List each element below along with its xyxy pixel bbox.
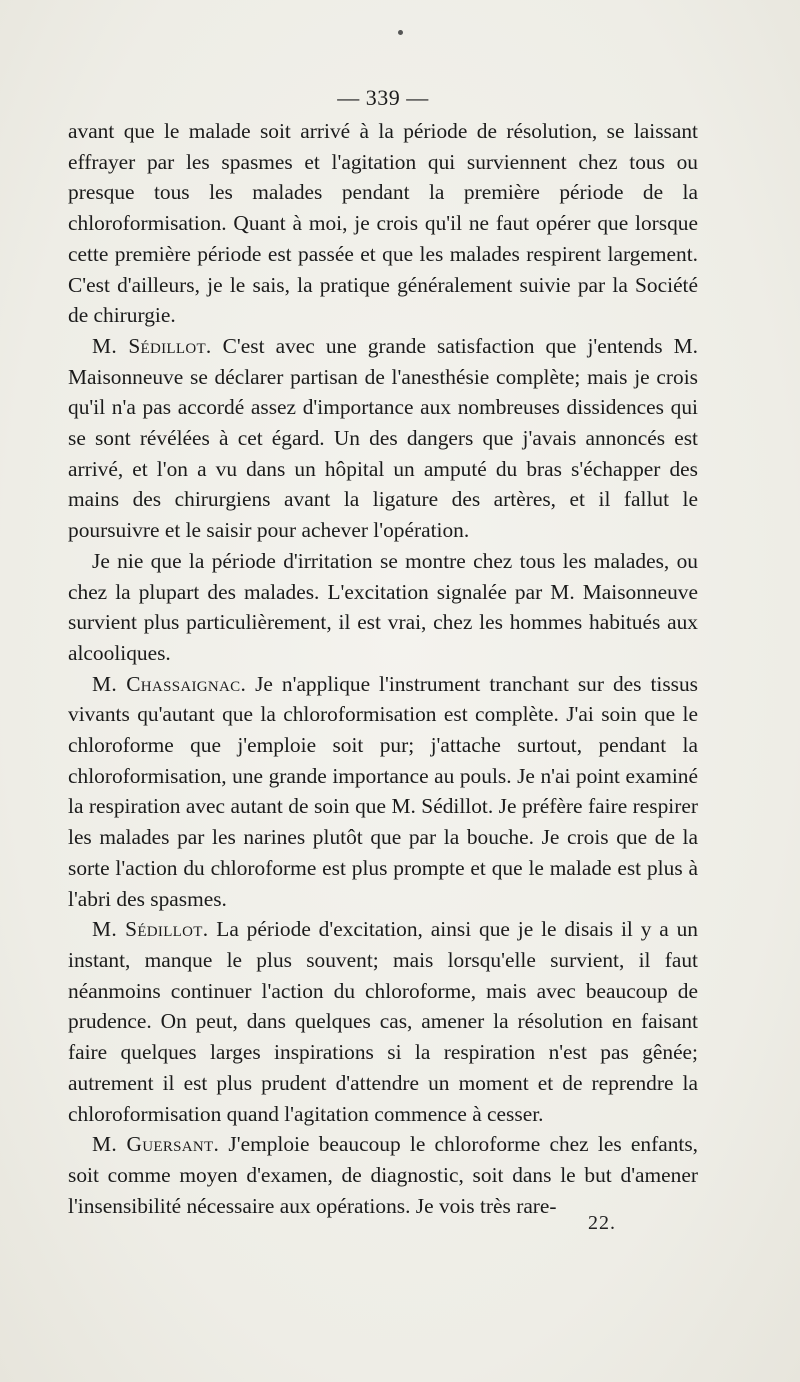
- speech-text: La période d'excitation, ainsi que je le disais il y a un instant, manque le plus souvent; mais lorsqu'elle survient, il faut néanmoins continuer l'action du chloroforme, mais avec beaucoup de prudence. On peut, dans quelques cas, amener la résolution en faisant faire quelques larges inspirations si la respiration n'est pas gênée; autrement il est plus prudent d'attendre un moment et de reprendre la chloroformisation quand l'agitation commence à cesser.: [68, 917, 698, 1126]
- paragraph-continuation: avant que le malade soit arrivé à la période de résolution, se laissant effrayer par les spasmes et l'agitation qui surviennent chez tous ou presque tous les malades pendant la première période de la chloroformisation. Quant à moi, je crois qu'il ne faut opérer que lorsque cette première période est passée et que les malades respirent largement. C'est d'ailleurs, je le sais, la pratique généralement suivie par la Société de chirurgie.: [68, 119, 698, 328]
- page-number-header: — 339 —: [337, 85, 429, 110]
- paragraph-sedillot-1: [68, 331, 698, 546]
- speaker-name: M. Guersant.: [92, 1132, 220, 1157]
- paragraph-sedillot-3: [68, 914, 698, 1129]
- ink-speck: [398, 30, 403, 35]
- speaker-name: M. Sédillot.: [92, 333, 212, 358]
- page-text: [68, 80, 698, 1221]
- speech-text: Je n'applique l'instrument tranchant sur des tissus vivants qu'autant que la chloroformisation est complète. J'ai soin que le chloroforme que j'emploie soit pur; j'attache surtout, pendant la chloroformisation, une grande importance au pouls. Je n'ai point examiné la respiration avec autant de soin que M. Sédillot. Je préfère faire respirer les malades par les narines plutôt que par la bouche. Je crois que de la sorte l'action du chloroforme est plus prompte et que le malade est plus à l'abri des spasmes.: [68, 671, 698, 911]
- speaker-name: M. Chassaignac.: [92, 671, 247, 696]
- speech-text: J'emploie beaucoup le chloroforme chez les enfants, soit comme moyen d'examen, de diagnostic, soit dans le but d'amener l'insensibilité nécessaire aux opérations. Je vois très rare-: [68, 1132, 698, 1218]
- paragraph-sedillot-2: Je nie que la période d'irritation se montre chez tous les malades, ou chez la plupart des malades. L'excitation signalée par M. Maisonneuve survient plus particulièrement, il est vrai, chez les hommes habitués aux alcooliques.: [68, 548, 698, 665]
- speech-text: C'est avec une grande satisfaction que j'entends M. Maisonneuve se déclarer partisan de l'anesthésie complète; mais je crois qu'il n'a pas accordé assez d'importance aux nombreuses dissidences qui se sont révélées à cet égard. Un des dangers que j'avais annoncés est arrivé, et l'on a vu dans un hôpital un amputé du bras s'échapper des mains des chirurgiens avant la ligature des artères, et il fallut le poursuivre et le saisir pour achever l'opération.: [68, 333, 699, 543]
- signature-mark: 22.: [588, 1212, 616, 1234]
- paragraph-guersant: [68, 1129, 698, 1221]
- speaker-name: M. Sédillot.: [92, 917, 209, 942]
- paragraph-chassaignac: [68, 669, 698, 915]
